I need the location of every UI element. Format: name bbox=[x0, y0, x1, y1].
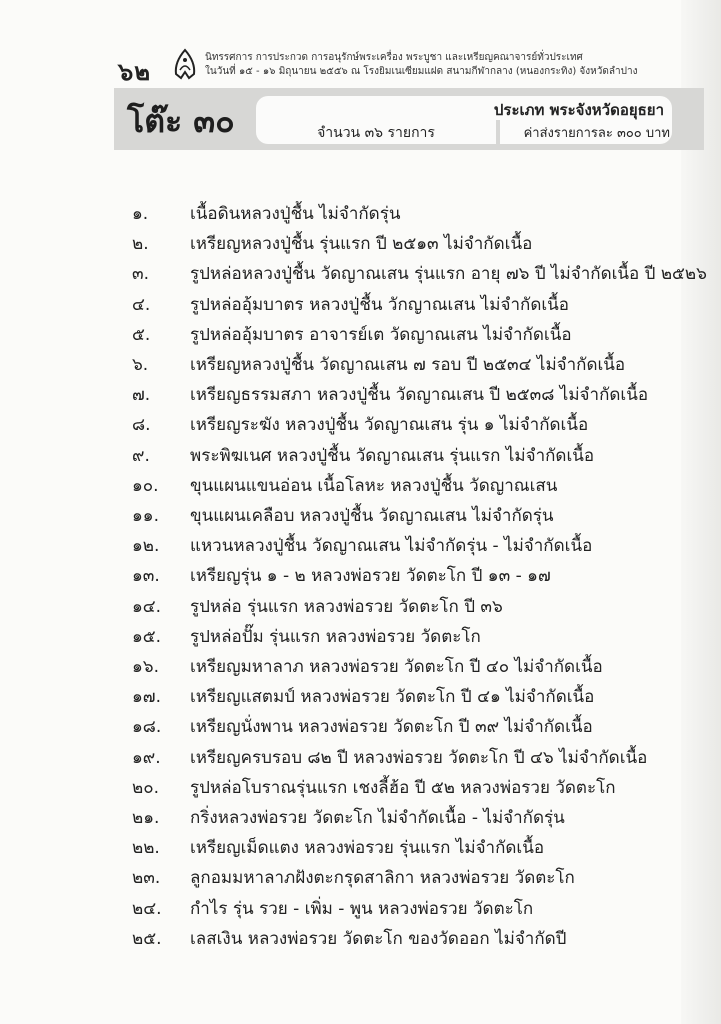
item-number: ๙. bbox=[132, 445, 150, 466]
item-text: เหรียญครบรอบ ๘๒ ปี หลวงพ่อรวย วัดตะโก ปี ๔๖ ไม่จำกัดเนื้อ bbox=[190, 747, 648, 768]
list-item bbox=[0, 381, 700, 409]
item-number: ๒๔. bbox=[132, 898, 162, 919]
item-text: เลสเงิน หลวงพ่อรวย วัดตะโก ของวัดออก ไม่จำกัดปี bbox=[190, 928, 567, 949]
item-number: ๘. bbox=[132, 415, 151, 436]
item-number: ๑. bbox=[132, 204, 149, 224]
item-number: ๔. bbox=[132, 294, 151, 315]
item-number: ๑๗. bbox=[132, 687, 161, 708]
item-number: ๑๒. bbox=[132, 536, 160, 557]
item-text: เหรียญธรรมสภา หลวงปู่ชื้น วัดญาณเสน ปี ๒๕๓๘ ไม่จำกัดเนื้อ bbox=[190, 385, 649, 406]
item-text: กริ่งหลวงพ่อรวย วัดตะโก ไม่จำกัดเนื้อ - ไม่จำกัดรุ่น bbox=[190, 808, 565, 828]
item-text: รูปหล่ออุ้มบาตร อาจารย์เต วัดญาณเสน ไม่จำกัดเนื้อ bbox=[190, 324, 572, 345]
list-item bbox=[0, 321, 700, 349]
item-text: ขุนแผนเคลือบ หลวงปู่ชื้น วัดญาณเสน ไม่จำกัดรุ่น bbox=[190, 506, 554, 526]
item-text: เหรียญแสตมป์ หลวงพ่อรวย วัดตะโก ปี ๔๑ ไม่จำกัดเนื้อ bbox=[190, 687, 595, 708]
item-text: เหรียญเม็ดแตง หลวงพ่อรวย รุ่นแรก ไม่จำกัดเนื้อ bbox=[190, 838, 545, 859]
item-text: เหรียญหลวงปู่ชื้น วัดญาณเสน ๗ รอบ ปี ๒๕๓๔ ไม่จำกัดเนื้อ bbox=[190, 355, 626, 375]
item-number: ๒๓. bbox=[132, 868, 161, 889]
item-number: ๑๔. bbox=[132, 596, 162, 617]
item-number: ๑๕. bbox=[132, 626, 162, 647]
list-item bbox=[0, 623, 700, 651]
item-number: ๕. bbox=[132, 324, 151, 345]
item-number: ๗. bbox=[132, 385, 151, 406]
list-item bbox=[0, 502, 700, 530]
list-item bbox=[0, 653, 700, 681]
item-number: ๓. bbox=[132, 264, 150, 285]
list-item bbox=[0, 562, 700, 590]
list-item bbox=[0, 804, 700, 832]
item-text: รูปหล่อหลวงปู่ชื้น วัดญาณเสน รุ่นแรก อายุ ๗๖ ปี ไม่จำกัดเนื้อ ปี ๒๕๒๖ bbox=[190, 264, 707, 285]
item-text: เนื้อดินหลวงปู่ชื้น ไม่จำกัดรุ่น bbox=[190, 204, 401, 224]
list-item bbox=[0, 744, 700, 772]
item-number: ๒๒. bbox=[132, 838, 160, 859]
item-number: ๑๐. bbox=[132, 475, 159, 496]
item-text: เหรียญหลวงปู่ชื้น รุ่นแรก ปี ๒๕๑๓ ไม่จำกัดเนื้อ bbox=[190, 234, 533, 255]
list-item bbox=[0, 442, 700, 470]
item-text: เหรียญรุ่น ๑ - ๒ หลวงพ่อรวย วัดตะโก ปี ๑๓ - ๑๗ bbox=[190, 566, 551, 587]
item-number: ๑๖. bbox=[132, 657, 159, 677]
item-text: รูปหล่ออุ้มบาตร หลวงปู่ชื้น วักญาณเสน ไม่จำกัดเนื้อ bbox=[190, 294, 569, 315]
item-number: ๑๑. bbox=[132, 506, 159, 526]
item-text: เหรียญนั่งพาน หลวงพ่อรวย วัดตะโก ปี ๓๙ ไม่จำกัดเนื้อ bbox=[190, 717, 593, 738]
list-item bbox=[0, 532, 700, 560]
list-item bbox=[0, 291, 700, 319]
item-number: ๒๑. bbox=[132, 808, 160, 828]
category-title: ประเภท พระจังหวัดอยุธยา bbox=[493, 101, 664, 119]
list-item bbox=[0, 230, 700, 258]
item-text: เหรียญมหาลาภ หลวงพ่อรวย วัดตะโก ปี ๔๐ ไม่จำกัดเนื้อ bbox=[190, 657, 603, 677]
publication-date-venue: ในวันที่ ๑๕ - ๑๖ มิถุนายน ๒๕๕๖ ณ โรงยิมเนเซียมแฝด สนามกีฬากลาง (หนองกระทิง) จังหวัดลำปาง bbox=[205, 66, 638, 77]
item-number: ๒. bbox=[132, 234, 149, 255]
item-number: ๑๙. bbox=[132, 747, 161, 768]
item-text: รูปหล่อ รุ่นแรก หลวงพ่อรวย วัดตะโก ปี ๓๖ bbox=[190, 596, 503, 617]
list-item bbox=[0, 351, 700, 379]
item-text: กำไร รุ่น รวย - เพิ่ม - พูน หลวงพ่อรวย วัดตะโก bbox=[190, 898, 534, 919]
list-item bbox=[0, 260, 707, 288]
list-item bbox=[0, 593, 700, 621]
item-text: แหวนหลวงปู่ชื้น วัดญาณเสน ไม่จำกัดรุ่น - ไม่จำกัดเนื้อ bbox=[190, 536, 593, 557]
list-item bbox=[0, 834, 700, 862]
item-text: รูปหล่อโบราณรุ่นแรก เชงลี้ฮ้อ ปี ๕๒ หลวงพ่อรวย วัดตะโก bbox=[190, 777, 616, 798]
table-label: โต๊ะ ๓๐ bbox=[127, 102, 235, 140]
list-item bbox=[0, 864, 700, 892]
item-text: พระพิฆเนศ หลวงปู่ชื้น วัดญาณเสน รุ่นแรก ไม่จำกัดเนื้อ bbox=[190, 445, 595, 466]
list-item bbox=[0, 713, 700, 741]
item-text: เหรียญระฆัง หลวงปู่ชื้น วัดญาณเสน รุ่น ๑ ไม่จำกัดเนื้อ bbox=[190, 415, 589, 436]
item-text: ลูกอมมหาลาภฝังตะกรุดสาลิกา หลวงพ่อรวย วัดตะโก bbox=[190, 868, 575, 889]
item-text: รูปหล่อปั๊ม รุ่นแรก หลวงพ่อรวย วัดตะโก bbox=[190, 626, 481, 647]
publication-title: นิทรรศการ การประกวด การอนุรักษ์พระเครื่อง พระบูชา และเหรียญคณาจารย์ทั่วประเทศ bbox=[205, 52, 583, 63]
list-item bbox=[0, 683, 700, 711]
page-number: ๖๒ bbox=[118, 58, 152, 86]
item-number: ๖. bbox=[132, 355, 149, 375]
list-item bbox=[0, 925, 700, 953]
list-item bbox=[0, 774, 700, 802]
item-number: ๒๕. bbox=[132, 928, 162, 949]
list-item bbox=[0, 472, 700, 500]
list-item bbox=[0, 200, 700, 228]
item-number: ๒๐. bbox=[132, 777, 159, 798]
item-number: ๑๘. bbox=[132, 717, 162, 738]
emblem-icon bbox=[172, 48, 198, 82]
list-item bbox=[0, 895, 700, 923]
item-count: จำนวน ๓๖ รายการ bbox=[317, 125, 435, 141]
item-text: ขุนแผนแขนอ่อน เนื้อโลหะ หลวงปู่ชื้น วัดญาณเสน bbox=[190, 475, 558, 496]
entry-fee: ค่าส่งรายการละ ๓๐๐ บาท bbox=[523, 126, 670, 141]
item-number: ๑๓. bbox=[132, 566, 160, 587]
list-item bbox=[0, 411, 700, 439]
